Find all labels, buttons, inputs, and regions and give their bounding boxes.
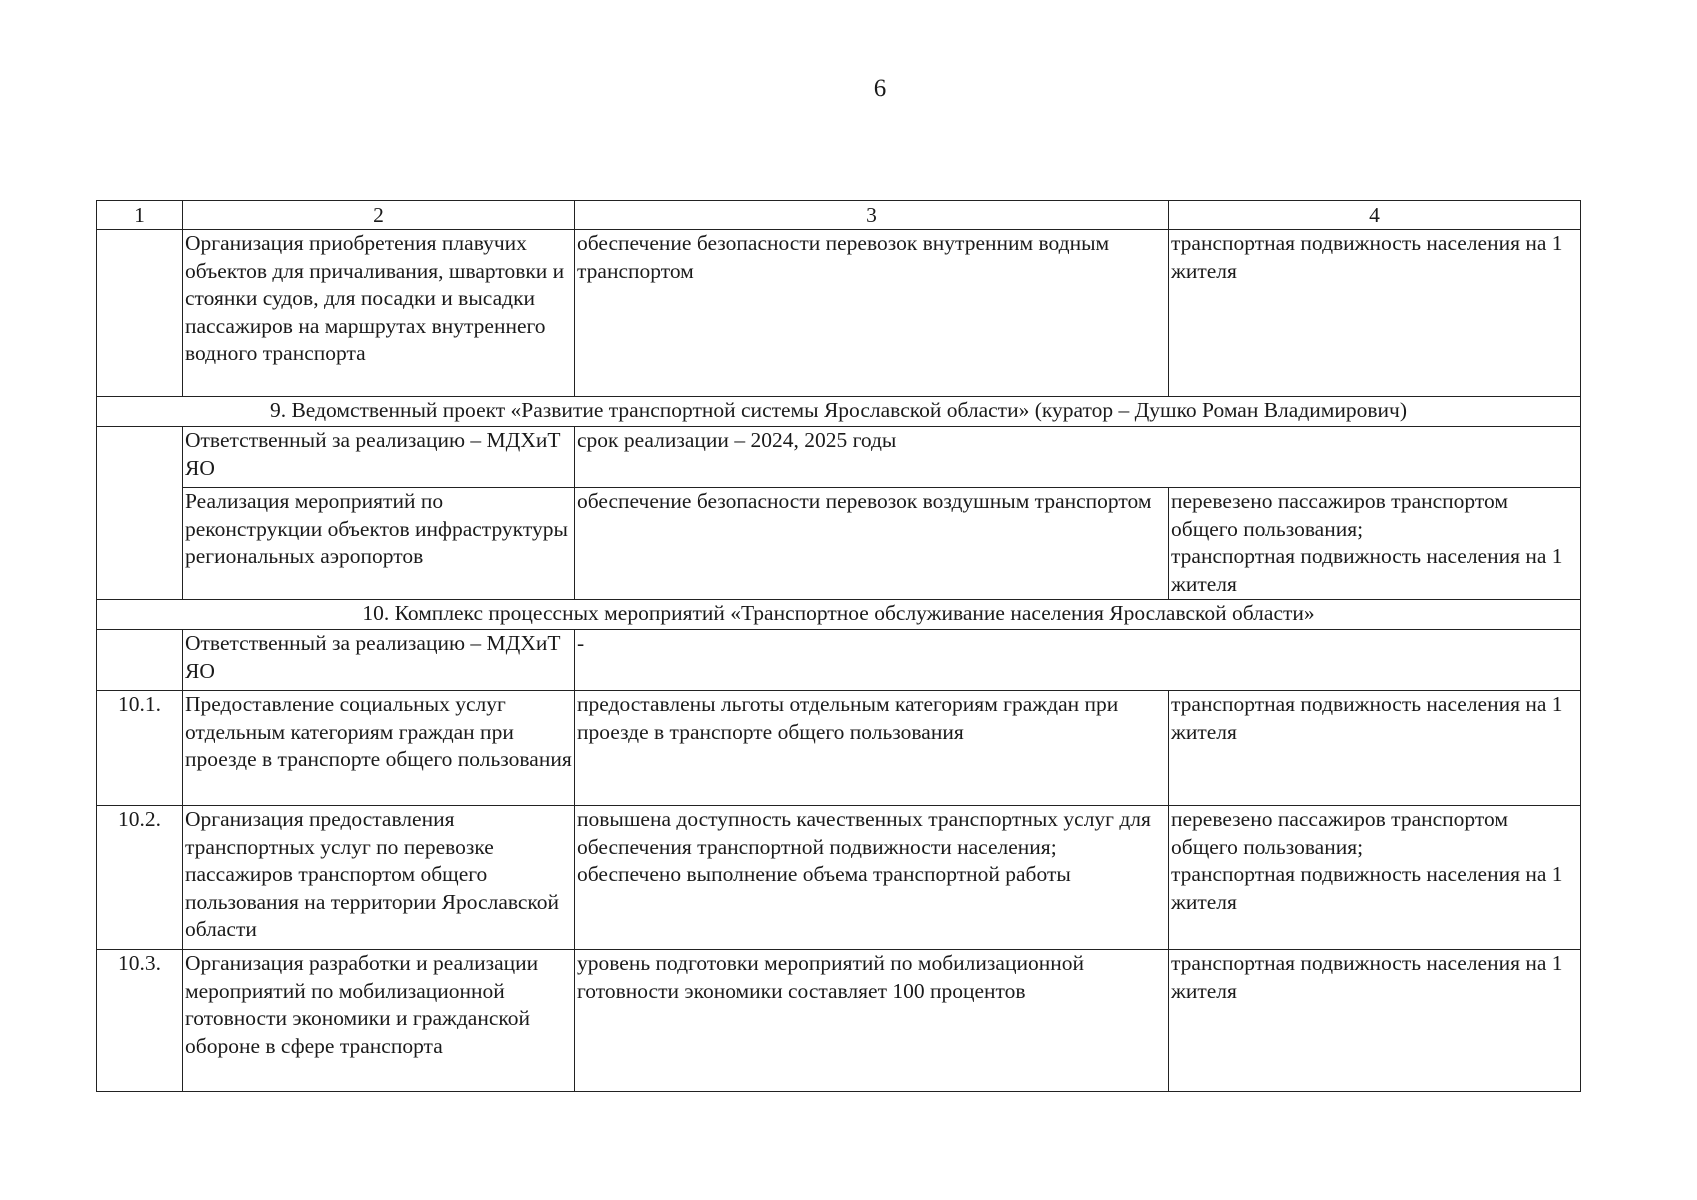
responsible-cell: Ответственный за реализацию – МДХиТ ЯО [183, 427, 575, 488]
header-cell: 2 [183, 201, 575, 230]
section-10-title: 10. Комплекс процессных мероприятий «Транспортное обслуживание населения Ярославской области» [97, 600, 1581, 630]
indicator-line: перевезено пассажиров транспортом общего пользования; [1171, 489, 1508, 541]
table-row [97, 806, 1581, 950]
measure-name-cell: Организация приобретения плавучих объектов для причаливания, швартовки и стоянки судов, для посадки и высадки пассажиров на маршрутах внутреннего водного транспорта [183, 230, 575, 397]
term-cell: - [575, 630, 1581, 691]
table-header-row [97, 201, 1581, 230]
result-cell: обеспечение безопасности перевозок воздушным транспортом [575, 488, 1169, 600]
row-number-cell [97, 427, 183, 600]
result-cell: предоставлены льготы отдельным категориям граждан при проезде в транспорте общего пользования [575, 691, 1169, 806]
table-row [97, 488, 1581, 600]
responsible-cell: Ответственный за реализацию – МДХиТ ЯО [183, 630, 575, 691]
measure-name-cell: Организация предоставления транспортных услуг по перевозке пассажиров транспортом общего пользования на территории Ярославской области [183, 806, 575, 950]
result-cell: обеспечение безопасности перевозок внутренним водным транспортом [575, 230, 1169, 397]
row-number-cell: 10.2. [97, 806, 183, 950]
header-cell: 4 [1169, 201, 1581, 230]
measure-name-cell: Организация разработки и реализации мероприятий по мобилизационной готовности экономики и гражданской обороне в сфере транспорта [183, 950, 575, 1092]
table-row [97, 691, 1581, 806]
indicator-cell [1169, 488, 1581, 600]
page-number: 6 [873, 75, 887, 102]
row-number-cell [97, 630, 183, 691]
measures-table [96, 200, 1581, 1092]
indicator-cell: транспортная подвижность населения на 1 жителя [1169, 230, 1581, 397]
row-number-cell: 10.1. [97, 691, 183, 806]
term-cell: срок реализации – 2024, 2025 годы [575, 427, 1581, 488]
measure-name-cell: Предоставление социальных услуг отдельным категориям граждан при проезде в транспорте общего пользования [183, 691, 575, 806]
header-cell: 3 [575, 201, 1169, 230]
section-9-title: 9. Ведомственный проект «Развитие транспортной системы Ярославской области» (куратор – Душко Роман Владимирович) [97, 397, 1581, 427]
responsible-row [97, 427, 1581, 488]
row-number-cell: 10.3. [97, 950, 183, 1092]
indicator-cell [1169, 691, 1581, 806]
table-row [97, 950, 1581, 1092]
row-number-cell [97, 230, 183, 397]
section-row [97, 397, 1581, 427]
section-row [97, 600, 1581, 630]
indicator-cell [1169, 806, 1581, 950]
indicator-line: транспортная подвижность населения на 1 жителя [1171, 544, 1563, 596]
indicator-line: транспортная подвижность населения на 1 жителя [1171, 862, 1563, 914]
indicator-line: перевезено пассажиров транспортом общего пользования; [1171, 807, 1508, 859]
indicator-line: транспортная подвижность населения на 1 жителя [1171, 951, 1563, 1003]
responsible-row [97, 630, 1581, 691]
table-row [97, 230, 1581, 397]
result-cell: уровень подготовки мероприятий по мобилизационной готовности экономики составляет 100 процентов [575, 950, 1169, 1092]
measure-name-cell: Реализация мероприятий по реконструкции объектов инфраструктуры региональных аэропортов [183, 488, 575, 600]
indicator-cell [1169, 950, 1581, 1092]
result-cell: повышена доступность качественных транспортных услуг для обеспечения транспортной подвижности населения; обеспечено выполнение объема транспортной работы [575, 806, 1169, 950]
indicator-line: транспортная подвижность населения на 1 жителя [1171, 692, 1563, 744]
header-cell: 1 [97, 201, 183, 230]
